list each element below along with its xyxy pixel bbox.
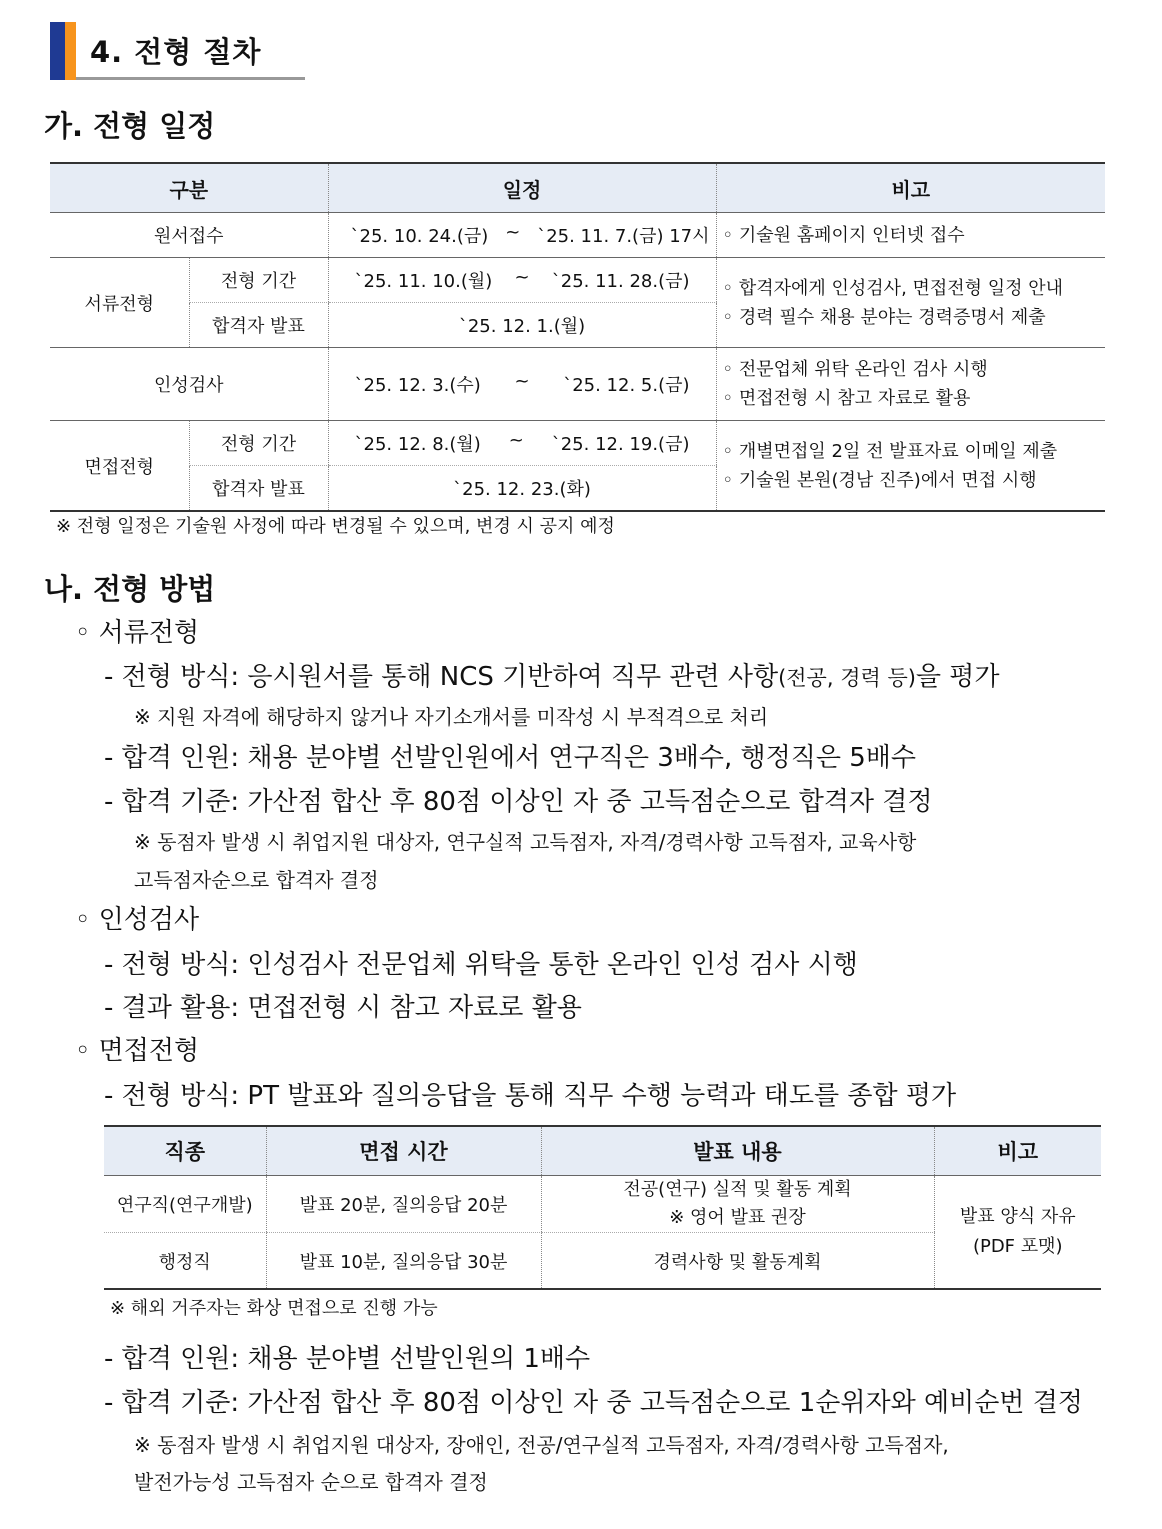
presentation-content: 경력사항 및 활동계획 [541, 1233, 934, 1290]
announce-date: `25. 12. 23.(화) [328, 466, 716, 512]
row-label: 서류전형 [50, 258, 189, 348]
col-header-presentation: 발표 내용 [541, 1126, 934, 1176]
row-note: ◦ 면접전형 시 참고 자료로 활용 [722, 388, 971, 409]
job-type: 행정직 [104, 1233, 266, 1290]
col-header-category: 구분 [50, 163, 328, 213]
interview-table [104, 1125, 1101, 1290]
heading-underline [76, 77, 305, 80]
table-row [104, 1176, 1101, 1233]
heading-accent-orange [65, 22, 76, 80]
row-label: 인성검사 [50, 348, 328, 421]
start-date: `25. 10. 24.(금) [350, 226, 489, 247]
tilde: ~ [508, 430, 524, 451]
interview-time: 발표 10분, 질의응답 30분 [266, 1233, 541, 1290]
subsection-title-schedule: 가. 전형 일정 [44, 109, 216, 143]
document-criteria-note: ※ 동점자 발생 시 취업지원 대상자, 연구실적 고득점자, 자격/경력사항 고득점자, 교육사항 [134, 830, 917, 854]
sub-label: 전형 기간 [189, 421, 328, 466]
heading-accent-blue [50, 22, 65, 80]
interview-pass-count: - 합격 인원: 채용 분야별 선발인원의 1배수 [104, 1344, 591, 1374]
section-title: 4. 전형 절차 [90, 35, 262, 69]
start-date: `25. 12. 3.(수) [354, 375, 481, 396]
document-method: - 전형 방식: 응시원서를 통해 NCS 기반하여 직무 관련 사항(전공, 경력 등)을 평가 [104, 662, 1000, 692]
remarks-line: (PDF 포맷) [972, 1236, 1063, 1257]
col-header-interview-time: 면접 시간 [266, 1126, 541, 1176]
row-label: 원서접수 [50, 213, 328, 258]
announce-date: `25. 12. 1.(월) [328, 303, 716, 348]
row-note: ◦ 개별면접일 2일 전 발표자료 이메일 제출 [722, 440, 1058, 462]
row-note: ◦ 경력 필수 채용 분야는 경력증명서 제출 [722, 306, 1046, 328]
tilde: ~ [514, 371, 530, 392]
job-type: 연구직(연구개발) [104, 1176, 266, 1233]
personality-test-title: ◦ 인성검사 [75, 905, 200, 935]
personality-usage: - 결과 활용: 면접전형 시 참고 자료로 활용 [104, 993, 582, 1023]
row-note: ◦ 기술원 홈페이지 인터넷 접수 [716, 213, 1105, 258]
end-date: `25. 11. 28.(금) [551, 271, 690, 292]
interview-title: ◦ 면접전형 [75, 1036, 200, 1066]
start-date: `25. 12. 8.(월) [354, 434, 481, 455]
presentation-content: 전공(연구) 실적 및 활동 계획 [623, 1179, 852, 1200]
schedule-table [50, 162, 1105, 512]
document-method-note: ※ 지원 자격에 해당하지 않거나 자기소개서를 미작성 시 부적격으로 처리 [134, 705, 769, 729]
tilde: ~ [505, 222, 521, 243]
interview-table-footnote: ※ 해외 거주자는 화상 면접으로 진행 가능 [110, 1298, 438, 1319]
remarks-line: 발표 양식 자유 [959, 1206, 1076, 1227]
interview-method: - 전형 방식: PT 발표와 질의응답을 통해 직무 수행 능력과 태도를 종합 평가 [104, 1081, 957, 1111]
table-row [50, 213, 1105, 258]
personality-method: - 전형 방식: 인성검사 전문업체 위탁을 통한 온라인 인성 검사 시행 [104, 950, 858, 980]
sub-label: 합격자 발표 [189, 303, 328, 348]
table-row [50, 348, 1105, 421]
document-screening-title: ◦ 서류전형 [75, 618, 200, 648]
schedule-footnote: ※ 전형 일정은 기술원 사정에 따라 변경될 수 있으며, 변경 시 공지 예정 [56, 516, 615, 537]
presentation-note: ※ 영어 발표 권장 [669, 1207, 806, 1228]
interview-criteria-note: ※ 동점자 발생 시 취업지원 대상자, 장애인, 전공/연구실적 고득점자, 자격/경력사항 고득점자, [134, 1433, 949, 1457]
col-header-schedule: 일정 [328, 163, 716, 213]
col-header-remarks: 비고 [934, 1126, 1101, 1176]
interview-criteria: - 합격 기준: 가산점 합산 후 80점 이상인 자 중 고득점순으로 1순위자와 예비순번 결정 [104, 1388, 1083, 1418]
document-pass-count: - 합격 인원: 채용 분야별 선발인원에서 연구직은 3배수, 행정직은 5배수 [104, 743, 917, 773]
table-row [50, 421, 1105, 466]
interview-criteria-note-cont: 발전가능성 고득점자 순으로 합격자 결정 [134, 1470, 488, 1494]
document-criteria: - 합격 기준: 가산점 합산 후 80점 이상인 자 중 고득점순으로 합격자 결정 [104, 787, 933, 817]
subsection-title-method: 나. 전형 방법 [44, 572, 216, 606]
sub-label: 전형 기간 [189, 258, 328, 303]
col-header-remarks: 비고 [716, 163, 1105, 213]
row-note: ◦ 합격자에게 인성검사, 면접전형 일정 안내 [722, 277, 1064, 299]
end-date: `25. 12. 5.(금) [563, 375, 690, 396]
end-date: `25. 11. 7.(금) 17시 [537, 226, 710, 247]
col-header-job-type: 직종 [104, 1126, 266, 1176]
row-note: ◦ 전문업체 위탁 온라인 검사 시행 [722, 359, 988, 380]
row-note: ◦ 기술원 본원(경남 진주)에서 면접 시행 [722, 469, 1037, 491]
tilde: ~ [514, 267, 530, 288]
interview-time: 발표 20분, 질의응답 20분 [266, 1176, 541, 1233]
sub-label: 합격자 발표 [189, 466, 328, 512]
section-heading [50, 22, 305, 80]
table-row [50, 258, 1105, 303]
row-label: 면접전형 [50, 421, 189, 512]
end-date: `25. 12. 19.(금) [551, 434, 690, 455]
start-date: `25. 11. 10.(월) [354, 271, 493, 292]
document-criteria-note-cont: 고득점자순으로 합격자 결정 [134, 868, 379, 892]
